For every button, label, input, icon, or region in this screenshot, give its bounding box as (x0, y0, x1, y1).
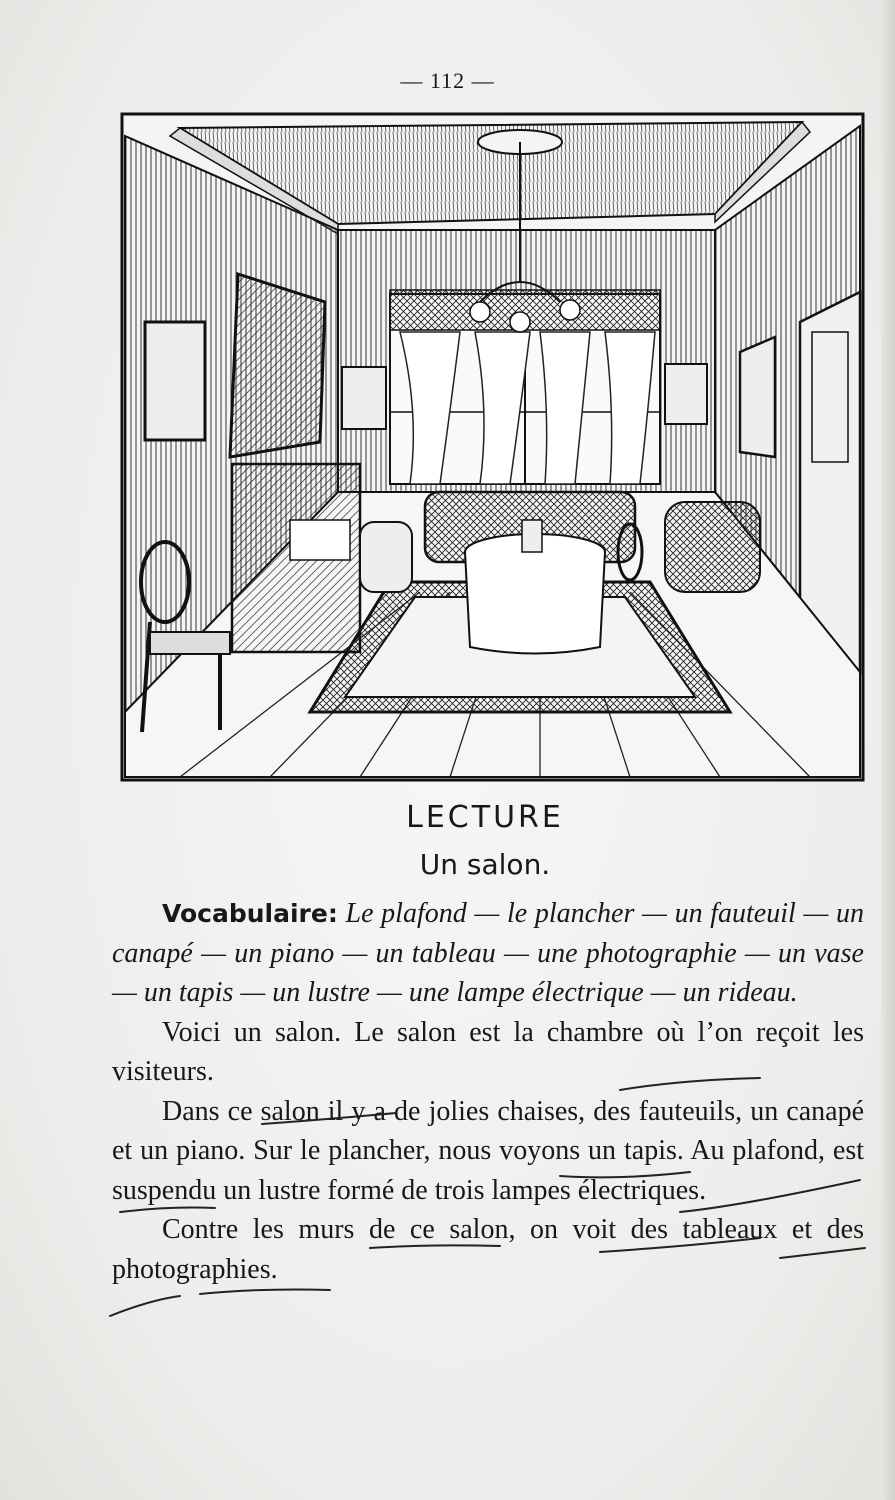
page-edge-shadow (881, 0, 895, 1500)
vocabulary-label: Vocabulaire: (162, 899, 338, 928)
salon-engraving (120, 112, 865, 782)
lesson-title: Un salon. (419, 848, 551, 881)
paragraph-3: Contre les murs de ce salon, on voit des tableaux et des photographies. (112, 1214, 864, 1285)
paragraph-2: Dans ce salon il y a de jolies chaises, des fauteuils, un canapé et un piano. Sur le plancher, nous voyons un tapis. Au plafond, est suspendu un lustre formé de trois lampes électriques. (112, 1095, 864, 1206)
salon-illustration (120, 112, 865, 782)
page-number: — 112 — (400, 68, 495, 93)
vocabulary-paragraph (112, 894, 864, 1013)
paragraph-1: Voici un salon. Le salon est la chambre où l’on reçoit les visiteurs. (112, 1016, 864, 1087)
vocabulary-words: Le plafond — le plancher — un fauteuil — un canapé — un piano — un tableau — une photographie — un vase — un tapis — un lustre — une lampe électrique — un rideau. (112, 898, 865, 1008)
lesson-text (112, 894, 864, 1289)
lecture-heading: LECTURE (406, 800, 564, 835)
